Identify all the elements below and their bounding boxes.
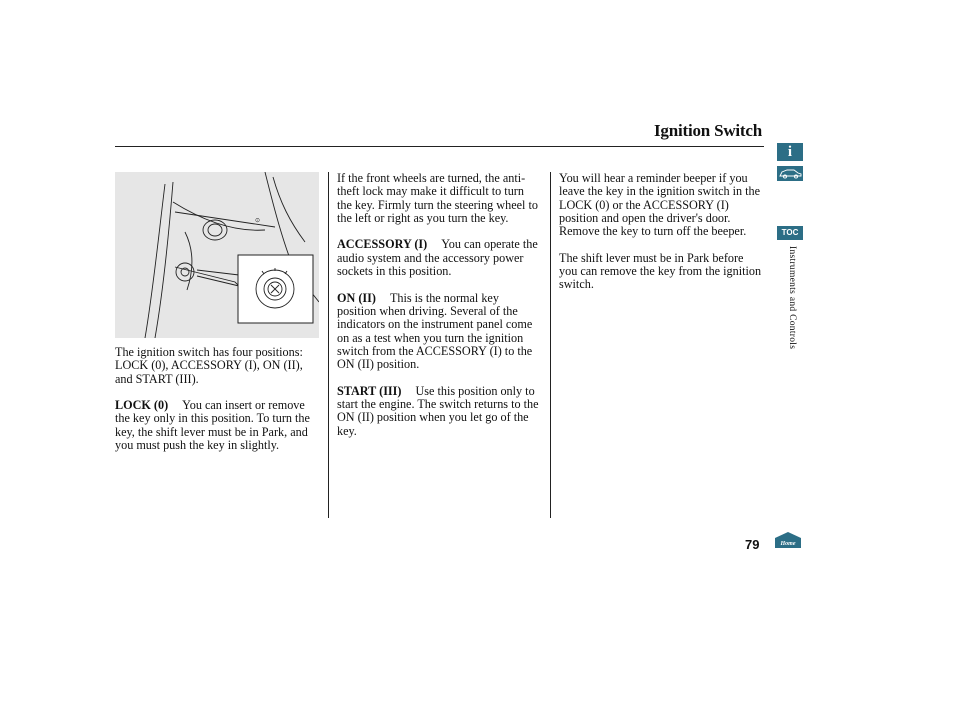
info-tab[interactable] <box>777 143 803 161</box>
on-paragraph <box>337 292 541 372</box>
ignition-intro: The ignition switch has four positions: LOCK (0), ACCESSORY (I), ON (II), and START (III). <box>115 345 303 386</box>
beeper-paragraph: You will hear a reminder beeper if you leave the key in the ignition switch in the LOCK (0) or the ACCESSORY (I) position and open the driver's door. Remove the key to turn off the beeper. <box>559 171 761 239</box>
tick-mark: ⊙ <box>255 218 261 224</box>
title-rule <box>115 146 764 147</box>
accessory-paragraph <box>337 238 541 278</box>
lock-paragraph <box>115 399 318 452</box>
page-title: Ignition Switch <box>654 121 762 140</box>
column-divider-2 <box>550 172 551 518</box>
column-3 <box>559 172 763 305</box>
on-text: This is the normal key position when driving. Several of the indicators on the instrument panel come on as a test when you turn the ignition switch from the ACCESSORY (I) to the ON (II) position. <box>337 290 533 372</box>
start-text: Use this position only to start the engine. The switch returns to the ON (II) position when you let go of the key. <box>337 383 539 438</box>
column-2 <box>337 172 541 451</box>
car-icon <box>777 166 803 181</box>
home-label: Home <box>780 541 796 547</box>
home-icon <box>774 531 802 549</box>
accessory-text: You can operate the audio system and the accessory power sockets in this position. <box>337 237 538 279</box>
on-heading: ON (II) <box>337 290 376 305</box>
lock-text: You can insert or remove the key only in this position. To turn the key, the shift lever must be in Park, and you must push the key in slightly. <box>115 398 310 453</box>
ignition-switch-illustration <box>115 172 319 338</box>
shift-lever-paragraph: The shift lever must be in Park before you can remove the key from the ignition switch. <box>559 250 762 292</box>
toc-icon[interactable]: TOC <box>777 226 803 240</box>
column-1-text <box>115 346 318 466</box>
column-divider-1 <box>328 172 329 518</box>
accessory-heading: ACCESSORY (I) <box>337 237 428 252</box>
ignition-switch-drawing <box>115 172 319 338</box>
car-tab[interactable] <box>777 166 803 181</box>
home-tab[interactable] <box>774 531 802 554</box>
lock-heading: LOCK (0) <box>115 398 169 413</box>
start-paragraph <box>337 385 541 438</box>
section-label: Instruments and Controls <box>787 246 797 350</box>
page-number: 79 <box>745 537 760 552</box>
start-heading: START (III) <box>337 383 402 398</box>
wheel-lock-paragraph: If the front wheels are turned, the anti-theft lock may make it difficult to turn the key. Firmly turn the steering wheel to the left or right as you turn the key. <box>337 171 538 225</box>
info-icon: i <box>787 144 793 160</box>
